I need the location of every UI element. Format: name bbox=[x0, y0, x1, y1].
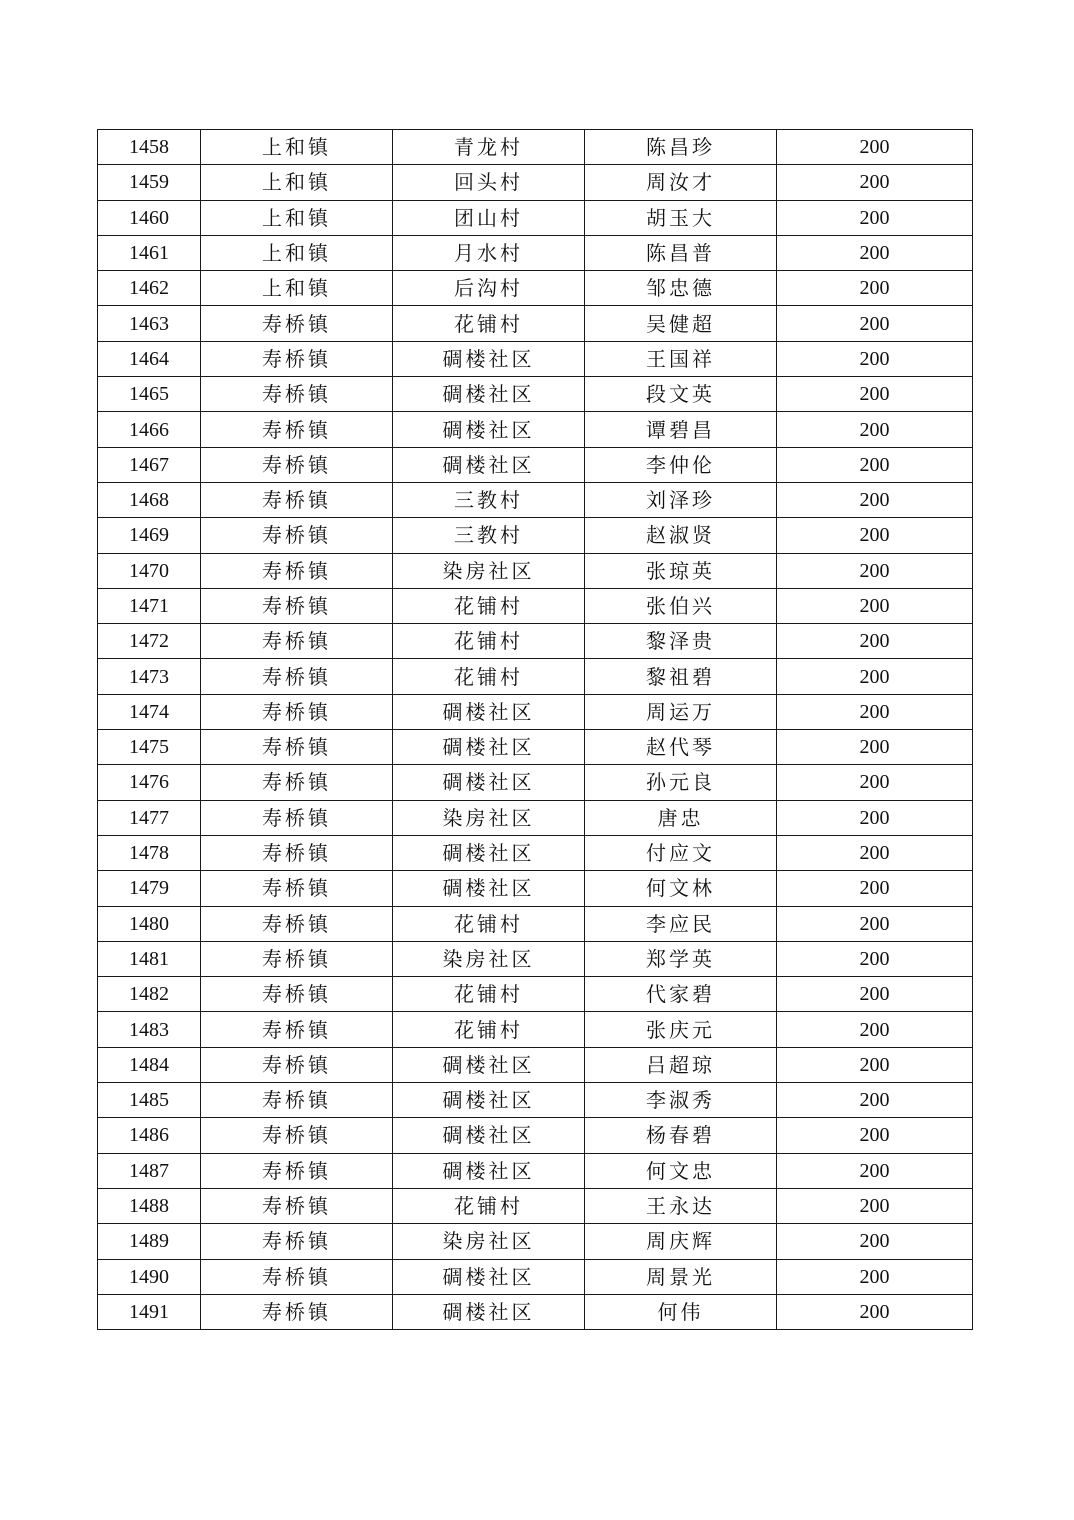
serial-number-cell: 1460 bbox=[98, 200, 201, 235]
person-name-cell: 周庆辉 bbox=[585, 1224, 777, 1259]
amount-cell: 200 bbox=[777, 1047, 973, 1082]
person-name-cell: 张琼英 bbox=[585, 553, 777, 588]
village-cell: 花铺村 bbox=[393, 659, 585, 694]
amount-cell: 200 bbox=[777, 1224, 973, 1259]
serial-number-cell: 1468 bbox=[98, 482, 201, 517]
person-name-cell: 郑学英 bbox=[585, 941, 777, 976]
table-row bbox=[98, 1153, 973, 1188]
serial-number-cell: 1489 bbox=[98, 1224, 201, 1259]
town-cell: 寿桥镇 bbox=[201, 659, 393, 694]
amount-cell: 200 bbox=[777, 165, 973, 200]
table-row bbox=[98, 624, 973, 659]
table-row bbox=[98, 1118, 973, 1153]
person-name-cell: 赵代琴 bbox=[585, 730, 777, 765]
town-cell: 寿桥镇 bbox=[201, 694, 393, 729]
serial-number-cell: 1470 bbox=[98, 553, 201, 588]
serial-number-cell: 1490 bbox=[98, 1259, 201, 1294]
serial-number-cell: 1483 bbox=[98, 1012, 201, 1047]
amount-cell: 200 bbox=[777, 871, 973, 906]
person-name-cell: 李应民 bbox=[585, 906, 777, 941]
serial-number-cell: 1464 bbox=[98, 341, 201, 376]
serial-number-cell: 1485 bbox=[98, 1083, 201, 1118]
data-table bbox=[97, 129, 973, 1330]
village-cell: 回头村 bbox=[393, 165, 585, 200]
town-cell: 寿桥镇 bbox=[201, 1118, 393, 1153]
person-name-cell: 王国祥 bbox=[585, 341, 777, 376]
village-cell: 三教村 bbox=[393, 518, 585, 553]
serial-number-cell: 1478 bbox=[98, 835, 201, 870]
serial-number-cell: 1476 bbox=[98, 765, 201, 800]
town-cell: 寿桥镇 bbox=[201, 306, 393, 341]
serial-number-cell: 1458 bbox=[98, 130, 201, 165]
person-name-cell: 张伯兴 bbox=[585, 588, 777, 623]
person-name-cell: 段文英 bbox=[585, 377, 777, 412]
town-cell: 寿桥镇 bbox=[201, 977, 393, 1012]
person-name-cell: 陈昌普 bbox=[585, 235, 777, 270]
town-cell: 上和镇 bbox=[201, 165, 393, 200]
person-name-cell: 何文林 bbox=[585, 871, 777, 906]
table-row bbox=[98, 130, 973, 165]
table-row bbox=[98, 941, 973, 976]
table-row bbox=[98, 977, 973, 1012]
serial-number-cell: 1465 bbox=[98, 377, 201, 412]
table-row bbox=[98, 1012, 973, 1047]
table-row bbox=[98, 906, 973, 941]
table-row bbox=[98, 447, 973, 482]
village-cell: 碉楼社区 bbox=[393, 447, 585, 482]
serial-number-cell: 1474 bbox=[98, 694, 201, 729]
person-name-cell: 陈昌珍 bbox=[585, 130, 777, 165]
table-row bbox=[98, 800, 973, 835]
serial-number-cell: 1461 bbox=[98, 235, 201, 270]
amount-cell: 200 bbox=[777, 941, 973, 976]
serial-number-cell: 1486 bbox=[98, 1118, 201, 1153]
amount-cell: 200 bbox=[777, 553, 973, 588]
amount-cell: 200 bbox=[777, 800, 973, 835]
person-name-cell: 胡玉大 bbox=[585, 200, 777, 235]
town-cell: 寿桥镇 bbox=[201, 624, 393, 659]
table-row bbox=[98, 482, 973, 517]
village-cell: 碉楼社区 bbox=[393, 1118, 585, 1153]
amount-cell: 200 bbox=[777, 306, 973, 341]
serial-number-cell: 1484 bbox=[98, 1047, 201, 1082]
serial-number-cell: 1482 bbox=[98, 977, 201, 1012]
person-name-cell: 刘泽珍 bbox=[585, 482, 777, 517]
amount-cell: 200 bbox=[777, 1153, 973, 1188]
amount-cell: 200 bbox=[777, 1083, 973, 1118]
table-row bbox=[98, 412, 973, 447]
village-cell: 花铺村 bbox=[393, 588, 585, 623]
village-cell: 碉楼社区 bbox=[393, 835, 585, 870]
amount-cell: 200 bbox=[777, 200, 973, 235]
amount-cell: 200 bbox=[777, 482, 973, 517]
town-cell: 上和镇 bbox=[201, 271, 393, 306]
serial-number-cell: 1463 bbox=[98, 306, 201, 341]
amount-cell: 200 bbox=[777, 447, 973, 482]
village-cell: 后沟村 bbox=[393, 271, 585, 306]
table-row bbox=[98, 235, 973, 270]
amount-cell: 200 bbox=[777, 1188, 973, 1223]
table-row bbox=[98, 871, 973, 906]
town-cell: 寿桥镇 bbox=[201, 730, 393, 765]
serial-number-cell: 1481 bbox=[98, 941, 201, 976]
table-row bbox=[98, 835, 973, 870]
village-cell: 碉楼社区 bbox=[393, 694, 585, 729]
amount-cell: 200 bbox=[777, 906, 973, 941]
amount-cell: 200 bbox=[777, 377, 973, 412]
table-row bbox=[98, 553, 973, 588]
amount-cell: 200 bbox=[777, 694, 973, 729]
village-cell: 花铺村 bbox=[393, 624, 585, 659]
table-row bbox=[98, 306, 973, 341]
table-row bbox=[98, 271, 973, 306]
person-name-cell: 吴健超 bbox=[585, 306, 777, 341]
table-row bbox=[98, 1188, 973, 1223]
town-cell: 寿桥镇 bbox=[201, 377, 393, 412]
amount-cell: 200 bbox=[777, 835, 973, 870]
table-row bbox=[98, 1047, 973, 1082]
person-name-cell: 赵淑贤 bbox=[585, 518, 777, 553]
amount-cell: 200 bbox=[777, 518, 973, 553]
village-cell: 花铺村 bbox=[393, 1012, 585, 1047]
person-name-cell: 黎泽贵 bbox=[585, 624, 777, 659]
table-row bbox=[98, 588, 973, 623]
town-cell: 寿桥镇 bbox=[201, 1047, 393, 1082]
serial-number-cell: 1462 bbox=[98, 271, 201, 306]
amount-cell: 200 bbox=[777, 271, 973, 306]
serial-number-cell: 1487 bbox=[98, 1153, 201, 1188]
serial-number-cell: 1473 bbox=[98, 659, 201, 694]
serial-number-cell: 1479 bbox=[98, 871, 201, 906]
amount-cell: 200 bbox=[777, 765, 973, 800]
table-row bbox=[98, 694, 973, 729]
town-cell: 寿桥镇 bbox=[201, 1153, 393, 1188]
town-cell: 寿桥镇 bbox=[201, 412, 393, 447]
village-cell: 碉楼社区 bbox=[393, 1083, 585, 1118]
table-row bbox=[98, 1083, 973, 1118]
person-name-cell: 杨春碧 bbox=[585, 1118, 777, 1153]
person-name-cell: 李淑秀 bbox=[585, 1083, 777, 1118]
table-row bbox=[98, 730, 973, 765]
amount-cell: 200 bbox=[777, 1012, 973, 1047]
amount-cell: 200 bbox=[777, 977, 973, 1012]
amount-cell: 200 bbox=[777, 588, 973, 623]
amount-cell: 200 bbox=[777, 624, 973, 659]
serial-number-cell: 1472 bbox=[98, 624, 201, 659]
village-cell: 碉楼社区 bbox=[393, 341, 585, 376]
village-cell: 碉楼社区 bbox=[393, 871, 585, 906]
person-name-cell: 张庆元 bbox=[585, 1012, 777, 1047]
amount-cell: 200 bbox=[777, 1118, 973, 1153]
person-name-cell: 周汝才 bbox=[585, 165, 777, 200]
person-name-cell: 代家碧 bbox=[585, 977, 777, 1012]
serial-number-cell: 1475 bbox=[98, 730, 201, 765]
serial-number-cell: 1488 bbox=[98, 1188, 201, 1223]
town-cell: 寿桥镇 bbox=[201, 871, 393, 906]
village-cell: 花铺村 bbox=[393, 1188, 585, 1223]
table-row bbox=[98, 765, 973, 800]
table-row bbox=[98, 1294, 973, 1329]
table-row bbox=[98, 377, 973, 412]
village-cell: 碉楼社区 bbox=[393, 1153, 585, 1188]
table-row bbox=[98, 165, 973, 200]
village-cell: 花铺村 bbox=[393, 977, 585, 1012]
amount-cell: 200 bbox=[777, 341, 973, 376]
town-cell: 寿桥镇 bbox=[201, 1188, 393, 1223]
town-cell: 寿桥镇 bbox=[201, 588, 393, 623]
town-cell: 寿桥镇 bbox=[201, 1012, 393, 1047]
village-cell: 碉楼社区 bbox=[393, 730, 585, 765]
town-cell: 寿桥镇 bbox=[201, 1294, 393, 1329]
person-name-cell: 李仲伦 bbox=[585, 447, 777, 482]
person-name-cell: 周景光 bbox=[585, 1259, 777, 1294]
table-row bbox=[98, 659, 973, 694]
table-row bbox=[98, 518, 973, 553]
town-cell: 上和镇 bbox=[201, 235, 393, 270]
village-cell: 碉楼社区 bbox=[393, 1294, 585, 1329]
town-cell: 寿桥镇 bbox=[201, 447, 393, 482]
serial-number-cell: 1471 bbox=[98, 588, 201, 623]
person-name-cell: 何文忠 bbox=[585, 1153, 777, 1188]
town-cell: 寿桥镇 bbox=[201, 1259, 393, 1294]
amount-cell: 200 bbox=[777, 659, 973, 694]
town-cell: 上和镇 bbox=[201, 200, 393, 235]
town-cell: 寿桥镇 bbox=[201, 941, 393, 976]
serial-number-cell: 1459 bbox=[98, 165, 201, 200]
person-name-cell: 周运万 bbox=[585, 694, 777, 729]
person-name-cell: 邹忠德 bbox=[585, 271, 777, 306]
village-cell: 染房社区 bbox=[393, 1224, 585, 1259]
town-cell: 上和镇 bbox=[201, 130, 393, 165]
amount-cell: 200 bbox=[777, 412, 973, 447]
person-name-cell: 王永达 bbox=[585, 1188, 777, 1223]
amount-cell: 200 bbox=[777, 235, 973, 270]
village-cell: 染房社区 bbox=[393, 941, 585, 976]
serial-number-cell: 1491 bbox=[98, 1294, 201, 1329]
person-name-cell: 付应文 bbox=[585, 835, 777, 870]
serial-number-cell: 1469 bbox=[98, 518, 201, 553]
town-cell: 寿桥镇 bbox=[201, 1224, 393, 1259]
table-body bbox=[98, 130, 973, 1330]
amount-cell: 200 bbox=[777, 1259, 973, 1294]
town-cell: 寿桥镇 bbox=[201, 1083, 393, 1118]
town-cell: 寿桥镇 bbox=[201, 765, 393, 800]
town-cell: 寿桥镇 bbox=[201, 800, 393, 835]
village-cell: 青龙村 bbox=[393, 130, 585, 165]
village-cell: 团山村 bbox=[393, 200, 585, 235]
person-name-cell: 孙元良 bbox=[585, 765, 777, 800]
person-name-cell: 唐忠 bbox=[585, 800, 777, 835]
town-cell: 寿桥镇 bbox=[201, 553, 393, 588]
village-cell: 碉楼社区 bbox=[393, 412, 585, 447]
serial-number-cell: 1480 bbox=[98, 906, 201, 941]
table-row bbox=[98, 1224, 973, 1259]
town-cell: 寿桥镇 bbox=[201, 482, 393, 517]
table-row bbox=[98, 341, 973, 376]
town-cell: 寿桥镇 bbox=[201, 341, 393, 376]
amount-cell: 200 bbox=[777, 730, 973, 765]
village-cell: 花铺村 bbox=[393, 306, 585, 341]
village-cell: 碉楼社区 bbox=[393, 377, 585, 412]
village-cell: 月水村 bbox=[393, 235, 585, 270]
village-cell: 染房社区 bbox=[393, 553, 585, 588]
amount-cell: 200 bbox=[777, 130, 973, 165]
person-name-cell: 吕超琼 bbox=[585, 1047, 777, 1082]
person-name-cell: 谭碧昌 bbox=[585, 412, 777, 447]
amount-cell: 200 bbox=[777, 1294, 973, 1329]
serial-number-cell: 1467 bbox=[98, 447, 201, 482]
town-cell: 寿桥镇 bbox=[201, 906, 393, 941]
serial-number-cell: 1466 bbox=[98, 412, 201, 447]
serial-number-cell: 1477 bbox=[98, 800, 201, 835]
village-cell: 碉楼社区 bbox=[393, 1259, 585, 1294]
village-cell: 碉楼社区 bbox=[393, 765, 585, 800]
person-name-cell: 黎祖碧 bbox=[585, 659, 777, 694]
table-row bbox=[98, 200, 973, 235]
village-cell: 三教村 bbox=[393, 482, 585, 517]
village-cell: 碉楼社区 bbox=[393, 1047, 585, 1082]
table-row bbox=[98, 1259, 973, 1294]
village-cell: 染房社区 bbox=[393, 800, 585, 835]
village-cell: 花铺村 bbox=[393, 906, 585, 941]
town-cell: 寿桥镇 bbox=[201, 835, 393, 870]
person-name-cell: 何伟 bbox=[585, 1294, 777, 1329]
town-cell: 寿桥镇 bbox=[201, 518, 393, 553]
